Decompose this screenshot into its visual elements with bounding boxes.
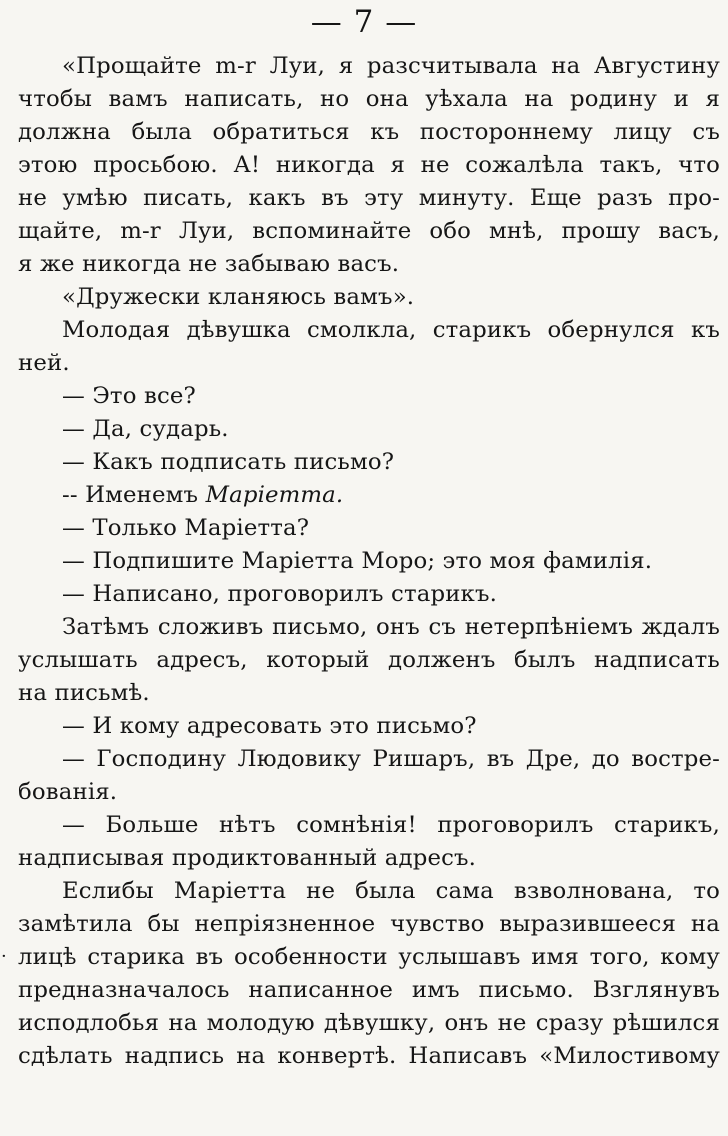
- text-line-16: Еслибы Маріетта не была сама взволнована, то: [62, 878, 720, 904]
- text-line-5: не умѣю писать, какъ въ эту минуту. Еще разъ про-: [18, 185, 720, 211]
- dialogue-line-1: — Это все?: [62, 383, 196, 409]
- text-line-8: «Дружески кланяюсь вамъ».: [62, 284, 415, 310]
- text-line-21: сдѣлать надпись на конвертѣ. Написавъ «Милостивому: [18, 1043, 720, 1069]
- text-line-11: Затѣмъ сложивъ письмо, онъ съ нетерпѣніемъ ждалъ: [62, 614, 720, 640]
- dialogue-line-6: — Подпишите Маріетта Моро; это моя фамилія.: [62, 548, 653, 574]
- text-line-1: «Прощайте m-r Луи, я разсчитывала на Августину: [62, 53, 720, 79]
- text-line-13: на письмѣ.: [18, 680, 150, 706]
- dialogue-line-8: — И кому адресовать это письмо?: [62, 713, 477, 739]
- text-line-2: чтобы вамъ написать, но она уѣхала на родину и я: [18, 86, 720, 112]
- page-number: — 7 —: [310, 4, 418, 40]
- text-line-15: надписывая продиктованный адресъ.: [18, 845, 477, 871]
- text-line-10: ней.: [18, 350, 70, 376]
- text-line-4: этою просьбою. А! никогда я не сожалѣла такъ, что: [18, 152, 720, 178]
- dialogue-line-7: — Написано, проговорилъ старикъ.: [62, 581, 497, 607]
- text-line-9: Молодая дѣвушка смолкла, старикъ обернулся къ: [62, 317, 720, 343]
- dialogue-line-3: — Какъ подписать письмо?: [62, 449, 395, 475]
- text-line-7: я же никогда не забываю васъ.: [18, 251, 400, 277]
- dialogue-line-9: — Господину Людовику Ришаръ, въ Дре, до востре-: [62, 746, 720, 772]
- text-line-20: исподлобья на молодую дѣвушку, онъ не сразу рѣшился: [18, 1010, 720, 1036]
- text-line-14: бованія.: [18, 779, 118, 805]
- text-line-19: предназначалось написанное имъ письмо. Взглянувъ: [18, 977, 720, 1003]
- dialogue-line-10: — Больше нѣтъ сомнѣнія! проговорилъ старикъ,: [62, 812, 720, 838]
- text-line-6: щайте, m-r Луи, вспоминайте обо мнѣ, прошу васъ,: [18, 218, 720, 244]
- italic-name: Маріетта.: [205, 482, 344, 508]
- margin-mark: ·: [1, 946, 7, 967]
- dialogue-line-4-text: -- Именемъ: [62, 482, 199, 508]
- text-line-3: должна была обратиться къ постороннему лицу съ: [18, 119, 720, 145]
- dialogue-line-5: — Только Маріетта?: [62, 515, 310, 541]
- text-line-12: услышать адресъ, который долженъ былъ надписать: [18, 647, 720, 673]
- dialogue-line-2: — Да, сударь.: [62, 416, 229, 442]
- text-line-17: замѣтила бы непріязненное чувство выразившееся на: [18, 911, 720, 937]
- dialogue-line-4: [62, 479, 343, 511]
- text-line-18: лицѣ старика въ особенности услышавъ имя того, кому: [18, 944, 720, 970]
